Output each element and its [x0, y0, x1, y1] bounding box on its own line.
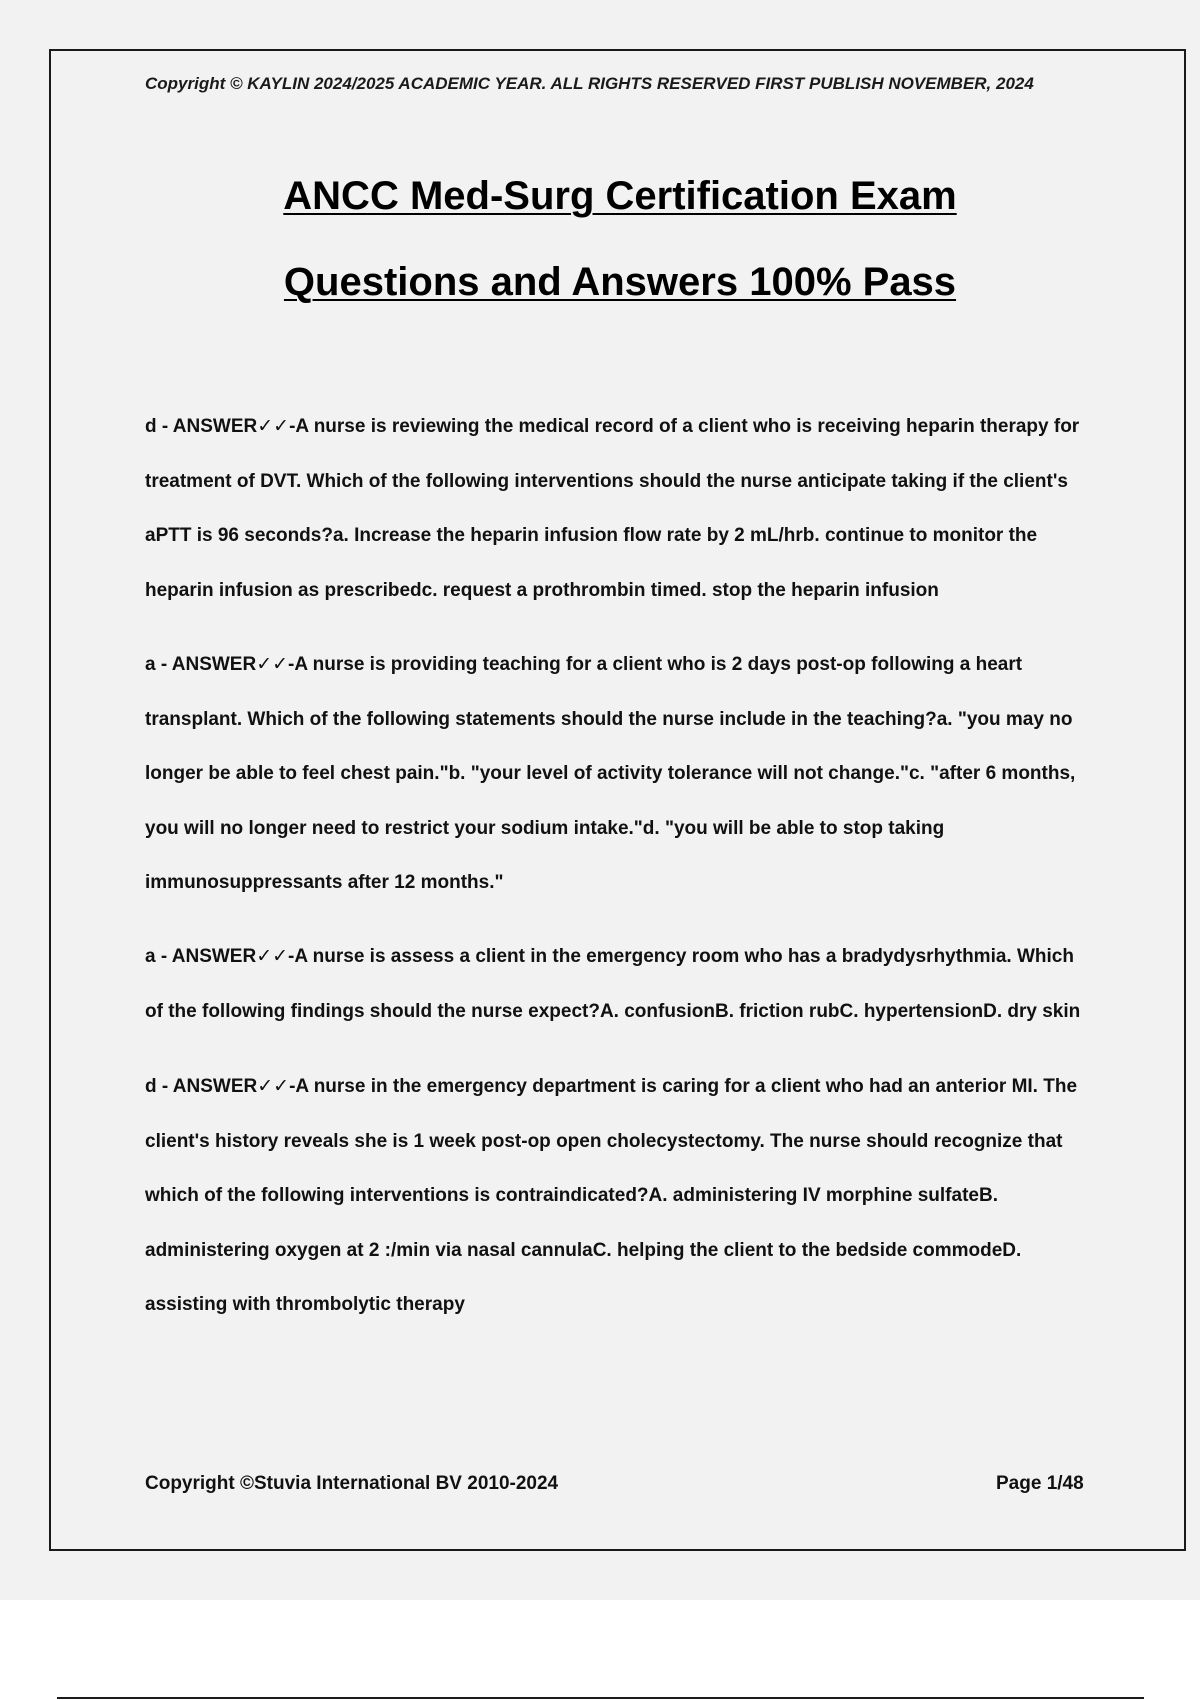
qa-item-text: a - ANSWER✓✓-A nurse is assess a client in the emergency room who has a bradydysrhythmia. Which of the following findings should the nurse expect?A. confusionB. friction rubC. hypertensionD. dry skin — [145, 946, 1081, 1022]
page-number: Page 1/48 — [996, 1473, 1084, 1494]
header-copyright: Copyright © KAYLIN 2024/2025 ACADEMIC YEAR. ALL RIGHTS RESERVED FIRST PUBLISH NOVEMBER, 2024 — [145, 74, 1034, 93]
title-line-1-text: ANCC Med-Surg Certification Exam — [283, 174, 957, 218]
title-line-2-text: Questions and Answers 100% Pass — [283, 260, 957, 304]
next-page-top-border — [57, 1697, 1144, 1699]
footer-copyright: Copyright ©Stuvia International BV 2010-2024 — [145, 1473, 559, 1494]
qa-item-3 — [145, 930, 1095, 1039]
qa-item-1 — [145, 400, 1095, 618]
qa-item-2 — [145, 638, 1095, 911]
document-title-line-1 — [145, 174, 1095, 219]
document-title-line-2 — [145, 260, 1095, 305]
qa-item-4 — [145, 1060, 1095, 1333]
qa-item-text: d - ANSWER✓✓-A nurse is reviewing the medical record of a client who is receiving heparin therapy for treatment of DVT. Which of the following interventions should the nurse anticipate taking if the client's aPTT is 96 seconds?a. Increase the heparin infusion flow rate by 2 mL/hrb. continue to monitor the heparin infusion as prescribedc. request a prothrombin timed. stop the heparin infusion — [145, 416, 1080, 601]
qa-item-text: d - ANSWER✓✓-A nurse in the emergency department is caring for a client who had an anterior MI. The client's history reveals she is 1 week post-op open cholecystectomy. The nurse should recognize that which of the following interventions is contraindicated?A. administering IV morphine sulfateB. administering oxygen at 2 :/min via nasal cannulaC. helping the client to the bedside commodeD. assisting with thrombolytic therapy — [145, 1076, 1078, 1315]
qa-item-text: a - ANSWER✓✓-A nurse is providing teaching for a client who is 2 days post-op following a heart transplant. Which of the following statements should the nurse include in the teaching?a. "you may no longer be able to feel chest pain."b. "your level of activity tolerance will not change."c. "after 6 months, you will no longer need to restrict your sodium intake."d. "you will be able to stop taking immunosuppressants after 12 months." — [145, 654, 1076, 893]
